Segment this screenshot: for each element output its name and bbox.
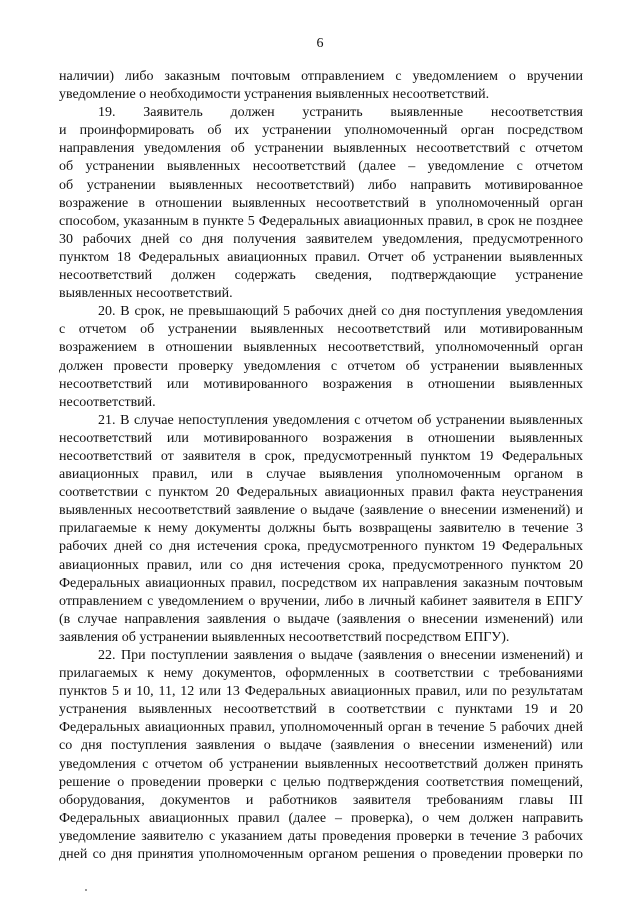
text-line: 19. Заявитель должен устранить выявленные несоответствия: [98, 105, 583, 121]
text-line: возражением в отношении выявленных несоответствий, уполномоченный орган: [59, 340, 583, 356]
text-line: авиационных правил, или со дня истечения срока, предусмотренного пунктом 20: [59, 557, 583, 573]
text-line: наличии) либо заказным почтовым отправлением с уведомлением о вручении: [59, 69, 583, 84]
text-line: уведомления с отчетом об устранении выявленных несоответствий должен принять: [59, 756, 583, 772]
text-line: пунктов 5 и 10, 11, 12 или 13 Федеральных авиационных правил, или по результатам: [59, 684, 583, 700]
text-line: несоответствий или мотивированного возражения в отношении выявленных: [59, 430, 583, 446]
document-body: [59, 68, 583, 864]
text-line: 21. В случае непоступления уведомления с отчетом об устранении выявленных: [98, 412, 583, 428]
text-line: Федеральных авиационных правил (далее – проверка), о чем должен направить: [59, 810, 583, 826]
text-line: заявления об устранении выявленных несоответствий посредством ЕПГУ).: [59, 629, 510, 645]
text-line: выявленных несоответствий.: [59, 286, 233, 302]
text-line: с отчетом об устранении выявленных несоответствий или мотивированным: [59, 322, 583, 338]
page-number: 6: [316, 36, 324, 51]
text-line: способом, указанным в пункте 5 Федеральных авиационных правил, в срок не позднее: [59, 213, 583, 229]
scan-artifact-dot: [85, 889, 87, 891]
text-line: дней со дня принятия уполномоченным органом решения о проведении проверки по: [59, 847, 583, 863]
text-line: авиационных правил, или в случае выявления уполномоченным органом в: [59, 467, 583, 483]
text-line: (в случае направления заявления о выдаче (заявления о внесении изменений) или: [59, 611, 583, 627]
text-line: Федеральных авиационных правил, уполномоченный орган в течение 5 рабочих дней: [59, 720, 583, 736]
text-line: уведомление о необходимости устранения выявленных несоответствий.: [59, 87, 490, 103]
text-line: направления уведомления об устранении выявленных несоответствий с отчетом: [59, 141, 583, 157]
text-line: пунктом 18 Федеральных авиационных правил. Отчет об устранении выявленных: [59, 249, 583, 265]
text-line: рабочих дней со дня истечения срока, предусмотренного пунктом 19 Федеральных: [59, 539, 583, 555]
text-line: выявленных несоответствий заявление о выдаче (заявление о внесении изменений) и: [59, 503, 583, 519]
text-line: несоответствий должен содержать сведения, подтверждающие устранение: [59, 268, 583, 284]
text-line: Федеральных авиационных правил, посредством их направления заказным почтовым: [59, 575, 583, 591]
text-line: об устранении выявленных несоответствий (далее – уведомление с отчетом: [59, 159, 583, 175]
text-line: должен провести проверку уведомления с отчетом об устранении выявленных: [59, 358, 583, 374]
text-line: возражение в отношении выявленных несоответствий в уполномоченный орган: [59, 195, 583, 211]
text-line: 22. При поступлении заявления о выдаче (заявления о внесении изменений) и: [98, 648, 583, 663]
text-line: 30 рабочих дней со дня получения заявителем уведомления, предусмотренного: [59, 231, 583, 247]
text-line: решение о проведении проверки с целью подтверждения соответствия помещений,: [59, 774, 583, 790]
text-line: уведомление заявителю с указанием даты проведения проверки в течение 3 рабочих: [59, 828, 583, 844]
text-line: об устранении выявленных несоответствий) либо направить мотивированное: [59, 177, 583, 193]
text-line: отправлением с уведомлением о вручении, либо в личный кабинет заявителя в ЕПГУ: [59, 593, 583, 609]
text-line: несоответствий от заявителя в срок, предусмотренный пунктом 19 Федеральных: [59, 448, 583, 464]
text-line: 20. В срок, не превышающий 5 рабочих дней со дня поступления уведомления: [98, 304, 583, 320]
text-line: прилагаемые к нему документы должны быть возвращены заявителю в течение 3: [59, 521, 583, 537]
text-line: со дня поступления заявления о выдаче (заявления о внесении изменений) или: [59, 738, 583, 754]
text-line: прилагаемых к нему документов, оформленных в соответствии с требованиями: [59, 666, 583, 682]
text-line: устранения выявленных несоответствий в соответствии с пунктами 19 и 20: [59, 702, 583, 718]
text-line: несоответствий или мотивированного возражения в отношении выявленных: [59, 376, 583, 392]
text-line: соответствии с пунктом 20 Федеральных авиационных правил факта неустранения: [59, 485, 583, 501]
text-line: и проинформировать об их устранении уполномоченный орган посредством: [59, 123, 583, 139]
text-line: несоответствий.: [59, 394, 156, 410]
text-line: оборудования, документов и работников заявителя требованиям главы III: [59, 792, 583, 808]
